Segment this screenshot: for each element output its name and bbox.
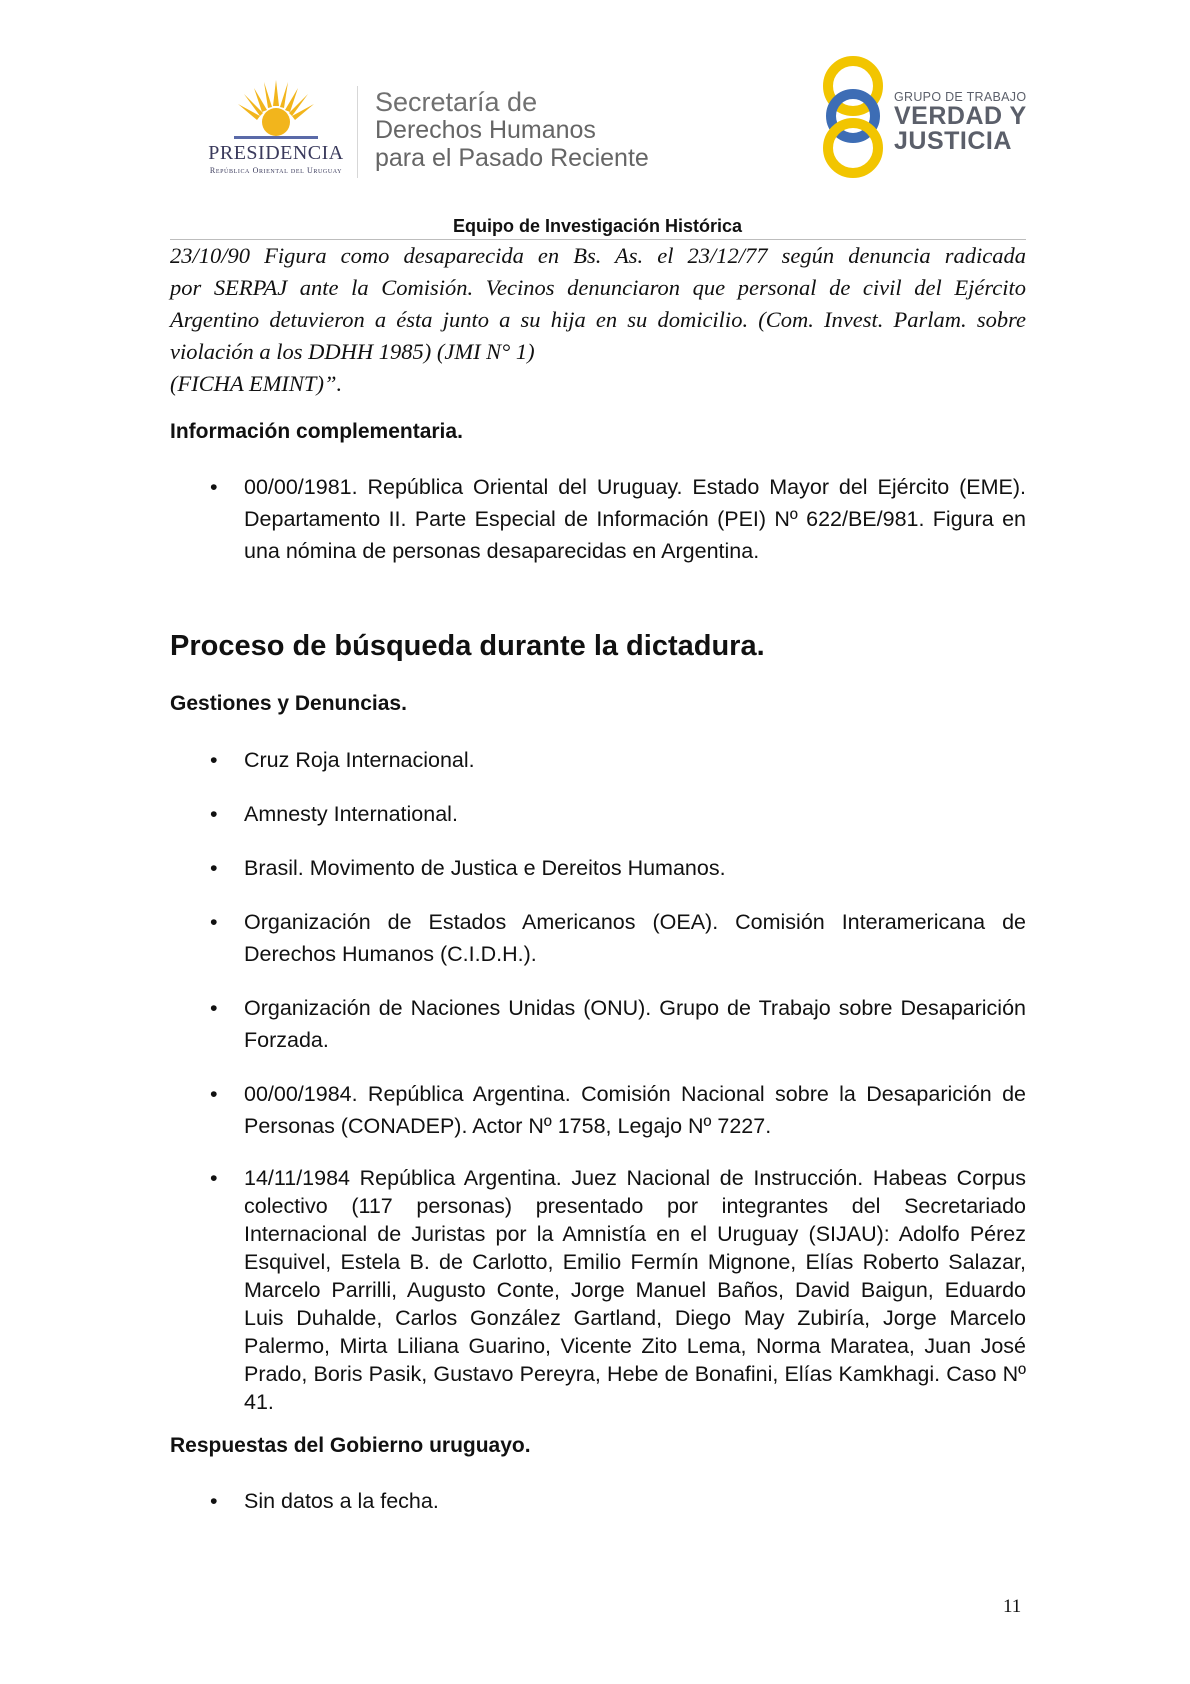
presidencia-subtitle: República Oriental del Uruguay: [209, 166, 343, 175]
sun-emblem-icon: [234, 78, 318, 140]
secretaria-line3: para el Pasado Reciente: [375, 144, 649, 172]
list-item-text: Cruz Roja Internacional.: [244, 748, 475, 772]
bullet-icon: •: [210, 748, 218, 772]
list-item: [170, 1078, 1026, 1142]
info-complementaria-heading: Información complementaria.: [170, 420, 463, 443]
list-item-text: Organización de Estados Americanos (OEA). Comisión Interamericana de Derechos Humanos (C.I.D.H.).: [244, 910, 1026, 966]
bullet-icon: •: [210, 1489, 218, 1513]
list-item: [170, 1485, 1026, 1517]
list-item: [170, 471, 1026, 567]
list-item-text: Amnesty International.: [244, 802, 458, 826]
bullet-icon: •: [210, 856, 218, 880]
list-item-text: 00/00/1984. República Argentina. Comisión Nacional sobre la Desaparición de Personas (CONADEP). Actor Nº 1758, Legajo Nº 7227.: [244, 1082, 1026, 1138]
grupo-line2: JUSTICIA: [894, 127, 1012, 155]
list-item: [170, 798, 1026, 830]
quote-line: por SERPAJ ante la Comisión. Vecinos denunciaron que personal de civil del Ejército: [170, 275, 1026, 300]
list-item: [170, 852, 1026, 884]
secretaria-line2: Derechos Humanos: [375, 116, 596, 144]
list-item-text: 14/11/1984 República Argentina. Juez Nacional de Instrucción. Habeas Corpus colectivo (117 personas) presentado por integrantes del Secretariado Internacional de Juristas por la Amnistía en el Uruguay (SIJAU): Adolfo Pérez Esquivel, Estela B. de Carlotto, Emilio Fermín Mignone, Elías Roberto Salazar, Marcelo Parrilli, Augusto Conte, Jorge Manuel Baños, David Baigun, Eduardo Luis Duhalde, Carlos González Gartland, Diego May Zubiría, Jorge Marcelo Palermo, Mirta Liliana Guarino, Vicente Zito Lema, Norma Maratea, Juan José Prado, Boris Pasik, Gustavo Pereyra, Hebe de Bonafini, Elías Kamkhagi. Caso Nº 41.: [244, 1166, 1026, 1414]
bullet-icon: •: [210, 996, 218, 1020]
presidencia-logo: [196, 78, 356, 178]
quote-line: 23/10/90 Figura como desaparecida en Bs. As. el 23/12/77 según denuncia radicada: [170, 243, 1026, 268]
list-item-text: Sin datos a la fecha.: [244, 1489, 439, 1513]
list-item-text: Brasil. Movimento de Justica e Dereitos Humanos.: [244, 856, 726, 880]
bullet-icon: •: [210, 802, 218, 826]
list-item-text: 00/00/1981. República Oriental del Uruguay. Estado Mayor del Ejército (EME). Departamento II. Parte Especial de Información (PEI) Nº 622/BE/981. Figura en una nómina de personas desaparecidas en Argentina.: [244, 475, 1026, 563]
list-item: [170, 992, 1026, 1056]
respuestas-list: [170, 1485, 1026, 1517]
list-item: [170, 744, 1026, 776]
gestiones-heading: Gestiones y Denuncias.: [170, 692, 407, 715]
header-divider: [357, 86, 358, 178]
bullet-icon: •: [210, 1166, 218, 1190]
quote-line: (FICHA EMINT)”.: [170, 371, 343, 396]
bullet-icon: •: [210, 475, 218, 499]
grupo-verdad-justicia-logo: [820, 56, 1030, 180]
interlocked-rings-icon: [820, 56, 886, 180]
grupo-small-label: GRUPO DE TRABAJO: [894, 90, 1027, 104]
quoted-record: [170, 240, 1026, 400]
bullet-icon: •: [210, 910, 218, 934]
list-item: [170, 1164, 1026, 1416]
respuestas-heading: Respuestas del Gobierno uruguayo.: [170, 1434, 531, 1457]
list-item-text: Organización de Naciones Unidas (ONU). Grupo de Trabajo sobre Desaparición Forzada.: [244, 996, 1026, 1052]
quote-line: Argentino detuvieron a ésta junto a su hija en su domicilio. (Com. Invest. Parlam. sobre: [170, 307, 1026, 332]
team-title: Equipo de Investigación Histórica: [452, 216, 743, 236]
grupo-text: [894, 90, 1027, 154]
bullet-icon: •: [210, 1082, 218, 1106]
list-item: [170, 906, 1026, 970]
info-complementaria-list: [170, 471, 1026, 567]
secretaria-title: [375, 88, 649, 172]
page-number: 11: [1003, 1596, 1022, 1617]
presidencia-name: PRESIDENCIA: [208, 142, 344, 164]
gestiones-list: [170, 744, 1026, 1416]
grupo-line1: VERDAD Y: [894, 102, 1027, 130]
quote-paragraph: [170, 240, 1026, 400]
secretaria-line1: Secretaría de: [375, 87, 538, 117]
proceso-heading: Proceso de búsqueda durante la dictadura.: [170, 630, 765, 662]
quote-line: violación a los DDHH 1985) (JMI N° 1): [170, 339, 535, 364]
